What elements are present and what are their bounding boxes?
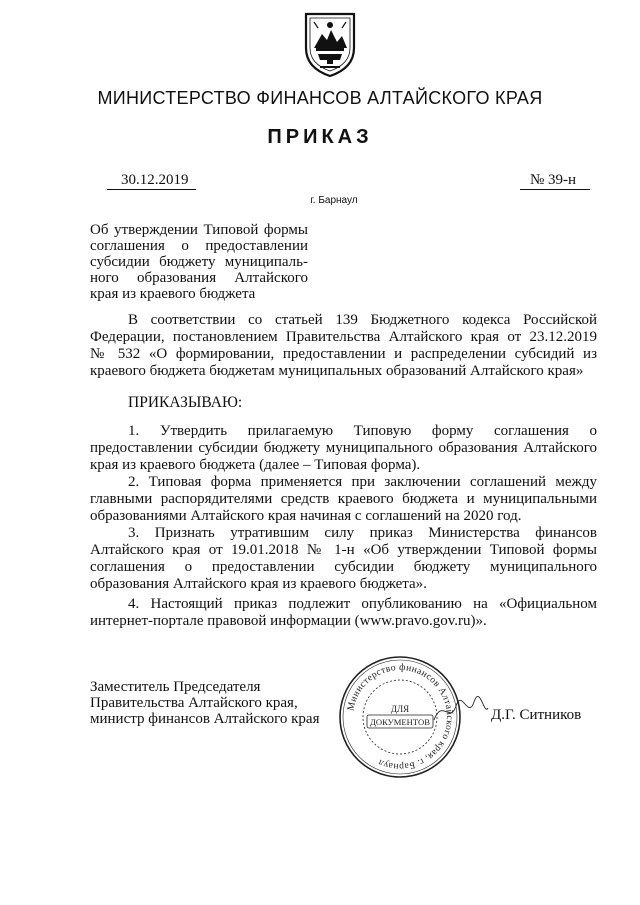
handwritten-signature — [430, 690, 490, 730]
subject-line: края из краевого бюджета — [90, 286, 256, 302]
order-item-4 — [90, 596, 597, 630]
preamble-line: Федерации, постановлением Правительства Алтайского края от 23.12.2019 — [90, 329, 597, 345]
order-word: ПРИКАЗЫВАЮ: — [128, 394, 243, 411]
item-line: Алтайского края от 19.01.2018 № 1-н «Об утверждении Типовой формы — [90, 542, 597, 558]
order-item-2 — [90, 474, 597, 525]
preamble — [90, 312, 597, 380]
subject-line: соглашения о предоставлении — [90, 238, 308, 254]
document-city: г. Барнаул — [310, 195, 358, 206]
seal-center-top: ДЛЯ — [390, 704, 410, 714]
item-line: главными распорядителями средств краевого бюджета и муниципальными — [90, 491, 597, 507]
signatory-line: Заместитель Председателя — [90, 679, 261, 695]
document-number: № 39-н — [520, 172, 590, 190]
item-line: 2. Типовая форма применяется при заключении соглашений между — [128, 474, 597, 490]
item-line: 1. Утвердить прилагаемую Типовую форму соглашения о — [128, 423, 597, 439]
preamble-line: краевого бюджета бюджетам муниципальных образований Алтайского края» — [90, 363, 584, 379]
item-line: образованиями Алтайского края начиная с соглашений на 2020 год. — [90, 508, 522, 524]
document-date: 30.12.2019 — [107, 172, 196, 190]
ministry-name: МИНИСТЕРСТВО ФИНАНСОВ АЛТАЙСКОГО КРАЯ — [97, 88, 543, 108]
subject-line: ного образования Алтайского — [90, 270, 308, 286]
item-line: 3. Признать утратившим силу приказ Министерства финансов — [128, 525, 597, 541]
signatory-name: Д.Г. Ситников — [491, 707, 582, 723]
item-line: образования Алтайского края из краевого бюджета». — [90, 576, 427, 592]
order-item-1 — [90, 423, 597, 474]
coat-of-arms-emblem — [300, 8, 360, 80]
signatory-position — [90, 679, 319, 727]
subject-line: субсидии бюджету муниципаль- — [90, 254, 308, 270]
item-line: соглашения о предоставлении субсидии бюджету муниципального — [90, 559, 597, 575]
item-line: края из краевого бюджета (далее – Типовая форма). — [90, 457, 421, 473]
signatory-line: министр финансов Алтайского края — [90, 711, 320, 727]
document-subject — [90, 222, 308, 302]
seal-ring-text: Министерство финансов Алтайского края, г. Барнаул — [345, 661, 456, 773]
seal-center-bottom: ДОКУМЕНТОВ — [370, 717, 430, 727]
item-line: предоставлении субсидии бюджету муниципального образования Алтайского — [90, 440, 597, 456]
preamble-line: В соответствии со статьей 139 Бюджетного кодекса Российской — [128, 312, 597, 328]
item-line: интернет-портале правовой информации (www.pravo.gov.ru)». — [90, 613, 487, 629]
order-item-3 — [90, 525, 597, 593]
signatory-line: Правительства Алтайского края, — [90, 695, 298, 711]
document-type-title: ПРИКАЗ — [267, 126, 373, 148]
preamble-line: № 532 «О формировании, предоставлении и распределении субсидий из — [90, 346, 597, 362]
subject-line: Об утверждении Типовой формы — [90, 222, 308, 238]
item-line: 4. Настоящий приказ подлежит опубликованию на «Официальном — [128, 596, 597, 612]
